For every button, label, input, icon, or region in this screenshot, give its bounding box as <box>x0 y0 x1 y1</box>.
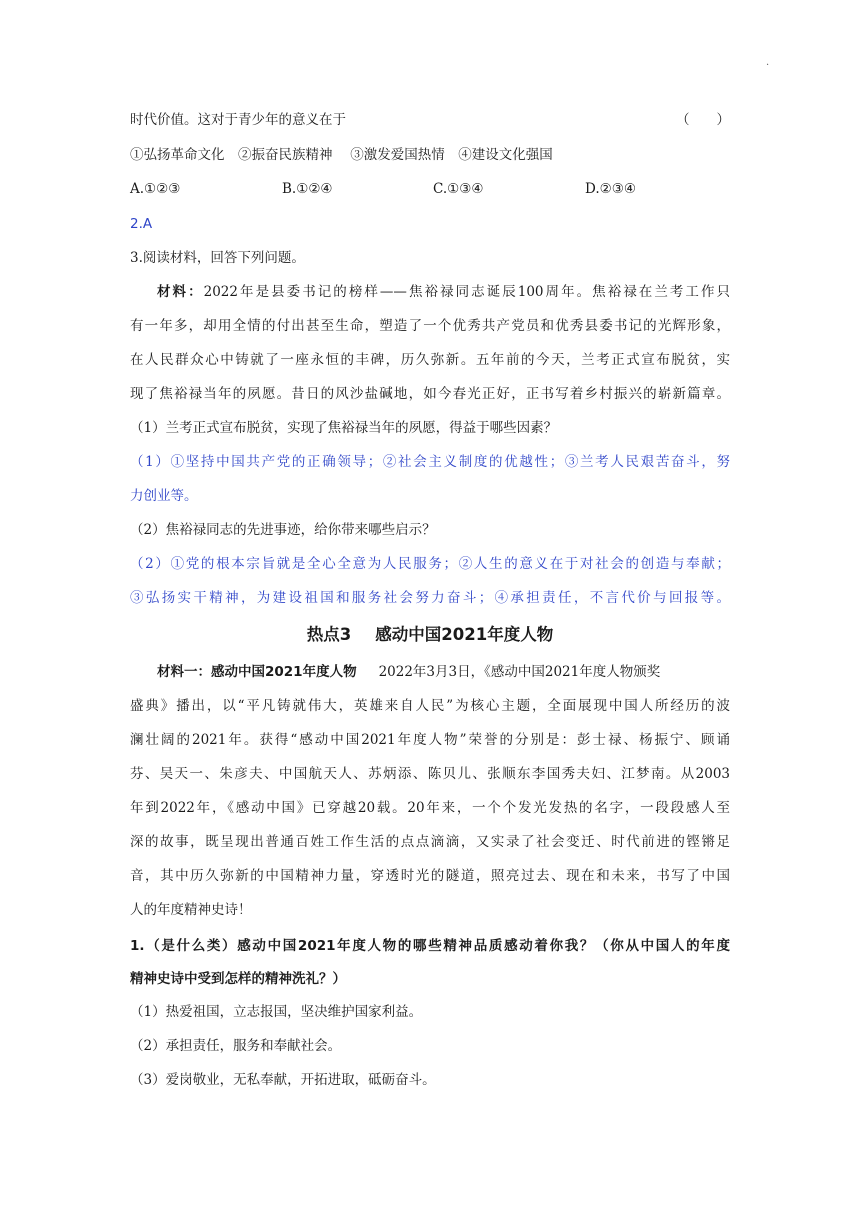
material1-line-5: 年到2022年，《感动中国》已穿越20载。20年来，一个个发光发热的名字，一段段感人至 <box>130 800 730 816</box>
section-heading <box>130 623 730 647</box>
material1-label: 材料一：感动中国2021年度人物 <box>157 664 357 680</box>
q3-material-line-1: 材料：2022年是县委书记的榜样——焦裕禄同志诞辰100周年。焦裕禄在兰考工作只 <box>157 284 730 300</box>
q2-stem <box>130 110 730 130</box>
q3-sub2-answer-line-1: （2）①党的根本宗旨就是全心全意为人民服务；②人生的意义在于对社会的创造与奉献； <box>130 556 730 572</box>
material1-line-3: 澜壮阔的2021年。获得“感动中国2021年度人物”荣誉的分别是：彭士禄、杨振宁、顾诵 <box>130 732 730 748</box>
q1-question-line-1: 1.（是什么类）感动中国2021年度人物的哪些精神品质感动着你我？（你从中国人的年度 <box>130 938 730 954</box>
q3-material-line-3: 在人民群众心中铸就了一座永恒的丰碑，历久弥新。五年前的今天，兰考正式宣布脱贫，实 <box>130 352 730 368</box>
q1-question-line-2: 精神史诗中受到怎样的精神洗礼？） <box>130 971 346 987</box>
q3-material-line-2: 有一年多，却用全情的付出甚至生命，塑造了一个优秀共产党员和优秀县委书记的光辉形象， <box>130 318 730 334</box>
material1-line-2: 盛典》播出，以“平凡铸就伟大，英雄来自人民”为核心主题，全面展现中国人所经历的波 <box>130 698 730 714</box>
option-d: D.②③④ <box>585 181 636 197</box>
q3-sub2-question: （2）焦裕禄同志的先进事迹，给你带来哪些启示？ <box>130 522 436 538</box>
answer-bracket: （ ） <box>676 112 730 128</box>
q3-title: 3.阅读材料，回答下列问题。 <box>130 250 305 266</box>
q3-sub1-answer-line-2: 力创业等。 <box>130 488 198 504</box>
option-a: A.①②③ <box>130 181 181 197</box>
q2-answer: 2.A <box>130 216 153 232</box>
q2-stem-text: 时代价值。这对于青少年的意义在于 <box>130 112 346 128</box>
header-dot: · <box>766 60 770 71</box>
material1-line-1: 材料一：感动中国2021年度人物 2022年3月3日，《感动中国2021年度人物颁奖 <box>157 664 661 680</box>
q3-material-line-4: 现了焦裕禄当年的夙愿。昔日的风沙盐碱地，如今春光正好，正书写着乡村振兴的崭新篇章。 <box>130 386 730 402</box>
material-label: 材料： <box>157 284 204 300</box>
q3-sub1-answer-line-1: （1）①坚持中国共产党的正确领导；②社会主义制度的优越性；③兰考人民艰苦奋斗，努 <box>130 454 730 470</box>
hotspot-label: 热点3 <box>306 625 352 644</box>
option-c: C.①③④ <box>433 181 484 197</box>
q1-answer-2: （2）承担责任，服务和奉献社会。 <box>130 1038 342 1054</box>
option-b: B.①②④ <box>282 181 333 197</box>
material1-line-4: 芬、吴天一、朱彦夫、中国航天人、苏炳添、陈贝儿、张顺东李国秀夫妇、江梦南。从2003 <box>130 766 730 782</box>
q1-answer-1: （1）热爱祖国，立志报国，坚决维护国家利益。 <box>130 1004 423 1020</box>
document-page <box>130 0 770 1216</box>
q3-sub2-answer-line-2: ③弘扬实干精神，为建设祖国和服务社会努力奋斗；④承担责任，不言代价与回报等。 <box>130 590 730 606</box>
hotspot-title: 感动中国2021年度人物 <box>375 625 554 644</box>
material1-line-6: 深的故事，既呈现出普通百姓工作生活的点点滴滴，又实录了社会变迁、时代前进的铿锵足 <box>130 834 730 850</box>
q2-statements: ①弘扬革命文化 ②振奋民族精神 ③激发爱国热情 ④建设文化强国 <box>130 147 553 163</box>
material1-line-7: 音，其中历久弥新的中国精神力量，穿透时光的隧道，照亮过去、现在和未来，书写了中国 <box>130 868 730 884</box>
q1-answer-3: （3）爱岗敬业，无私奉献，开拓进取，砥砺奋斗。 <box>130 1072 436 1088</box>
q3-sub1-question: （1）兰考正式宣布脱贫，实现了焦裕禄当年的夙愿，得益于哪些因素？ <box>130 420 558 436</box>
material1-line-8: 人的年度精神史诗！ <box>130 902 252 918</box>
